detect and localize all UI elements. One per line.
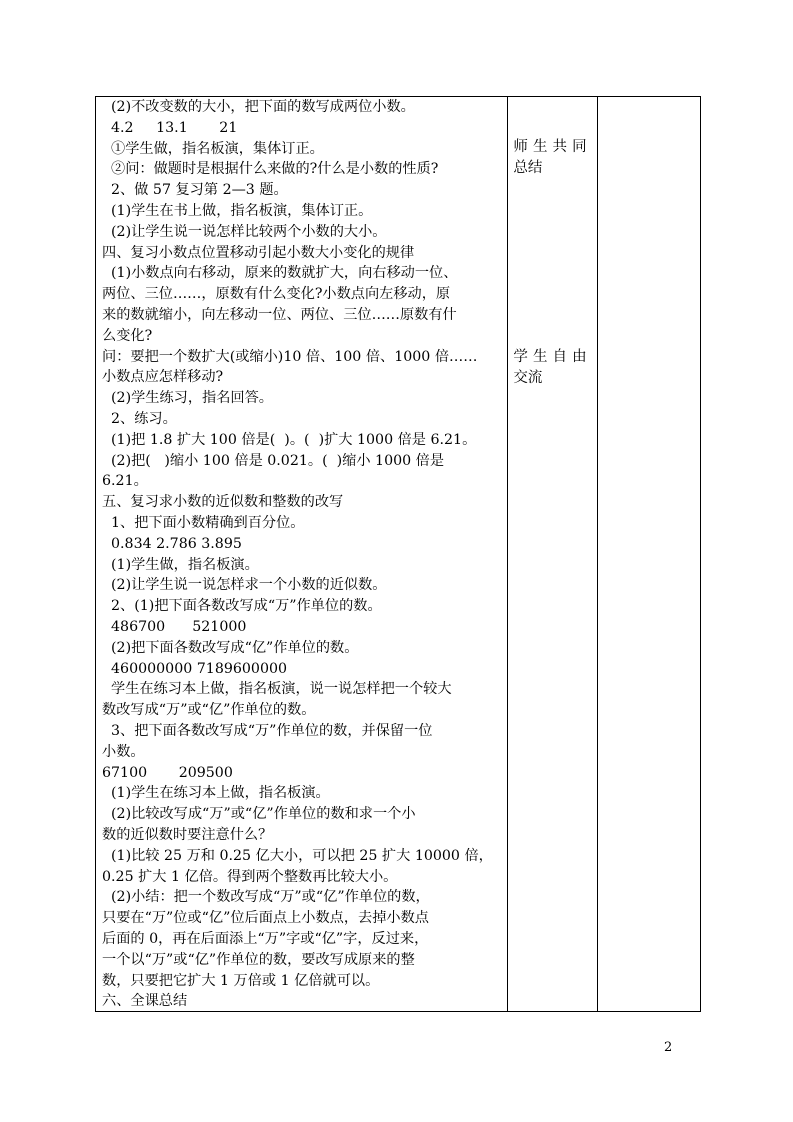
text-line: (1)学生在书上做，指名板演，集体订正。 — [102, 203, 373, 219]
text-line: 一个以“万”或“亿”作单位的数，要改写成原来的整 — [102, 951, 415, 968]
teaching-process-cell — [96, 97, 508, 1012]
text-line: 460000000 7189600000 — [102, 660, 288, 677]
text-line: (1)把 1.8 扩大 100 倍是( )。( )扩大 1000 倍是 6.21。 — [102, 431, 477, 448]
text-line: 学生在练习本上做，指名板演，说一说怎样把一个较大 — [102, 681, 452, 698]
text-line: 五、复习求小数的近似数和整数的改写 — [102, 494, 344, 511]
text-line: 数改写成“万”或“亿”作单位的数。 — [102, 702, 316, 719]
text-line: 么变化? — [102, 327, 153, 344]
lesson-plan-table — [95, 96, 701, 1012]
note-student-free-discussion-line2: 交流 — [513, 370, 543, 386]
text-line: 0.834 2.786 3.895 — [102, 535, 242, 552]
text-line: (1)学生在练习本上做，指名板演。 — [102, 785, 330, 802]
text-line: 0.25 扩大 1 亿倍。得到两个整数再比较大小。 — [102, 868, 398, 885]
text-line: (1)比较 25 万和 0.25 亿大小，可以把 25 扩大 10000 倍， — [102, 847, 493, 864]
text-line: ①学生做，指名板演，集体订正。 — [102, 140, 324, 157]
blank-remarks-cell — [598, 97, 701, 1012]
text-line: (2)比较改写成“万”或“亿”作单位的数和求一个小 — [102, 806, 416, 823]
text-line: 1、把下面小数精确到百分位。 — [102, 515, 305, 531]
text-line: 3、把下面各数改写成“万”作单位的数，并保留一位 — [102, 723, 433, 739]
text-line: 2、(1)把下面各数改写成“万”作单位的数。 — [102, 598, 382, 615]
text-line: (2)把下面各数改写成“亿”作单位的数。 — [102, 639, 359, 656]
text-line: (1)小数点向右移动，原来的数就扩大，向右移动一位、 — [102, 265, 458, 282]
text-line: 2、练习。 — [102, 411, 177, 427]
text-line: 只要在“万”位或“亿”位后面点上小数点，去掉小数点 — [102, 910, 429, 927]
text-line: 后面的 0，再在后面添上“万”字或“亿”字，反过来， — [102, 931, 429, 947]
text-line: 问：要把一个数扩大(或缩小)10 倍、100 倍、1000 倍…… — [102, 348, 478, 365]
page-number: 2 — [664, 1040, 673, 1055]
text-line: 两位、三位……，原数有什么变化?小数点向左移动，原 — [102, 286, 451, 303]
text-line: 六、全课总结 — [102, 993, 188, 1010]
text-line: (1)学生做，指名板演。 — [102, 556, 259, 573]
note-teacher-student-summary-line2: 总结 — [513, 160, 543, 176]
text-line: 67100 209500 — [102, 764, 233, 781]
text-line: (2)小结：把一个数改写成“万”或“亿”作单位的数， — [102, 889, 430, 906]
text-line: 486700 521000 — [102, 619, 247, 635]
text-line: 2、做 57 复习第 2—3 题。 — [102, 182, 288, 199]
text-line: (2)学生练习，指名回答。 — [102, 390, 273, 407]
activity-notes-cell — [508, 97, 598, 1012]
text-line: (2)让学生说一说怎样求一个小数的近似数。 — [102, 577, 387, 594]
text-line: 来的数就缩小，向左移动一位、两位、三位……原数有什 — [102, 307, 457, 323]
text-line: (2)把( )缩小 100 倍是 0.021。( )缩小 1000 倍是 — [102, 452, 445, 469]
text-line: 6.21。 — [102, 473, 148, 490]
text-line: 4.2 13.1 21 — [102, 119, 238, 136]
text-line: ②问：做题时是根据什么来做的?什么是小数的性质? — [102, 161, 439, 178]
text-line: (2)让学生说一说怎样比较两个小数的大小。 — [102, 223, 387, 240]
text-line: 小数。 — [102, 743, 145, 760]
text-line: 数的近似数时要注意什么？ — [102, 827, 273, 843]
note-student-free-discussion-line1: 学生自由 — [513, 349, 592, 365]
text-line: 四、复习小数点位置移动引起小数大小变化的规律 — [102, 244, 415, 261]
note-teacher-student-summary-line1: 师生共同 — [513, 139, 592, 155]
teaching-process-content — [96, 97, 507, 1011]
text-line: (2)不改变数的大小，把下面的数写成两位小数。 — [102, 99, 415, 115]
text-line: 数，只要把它扩大 1 万倍或 1 亿倍就可以。 — [102, 972, 380, 989]
text-line: 小数点应怎样移动? — [102, 369, 224, 386]
